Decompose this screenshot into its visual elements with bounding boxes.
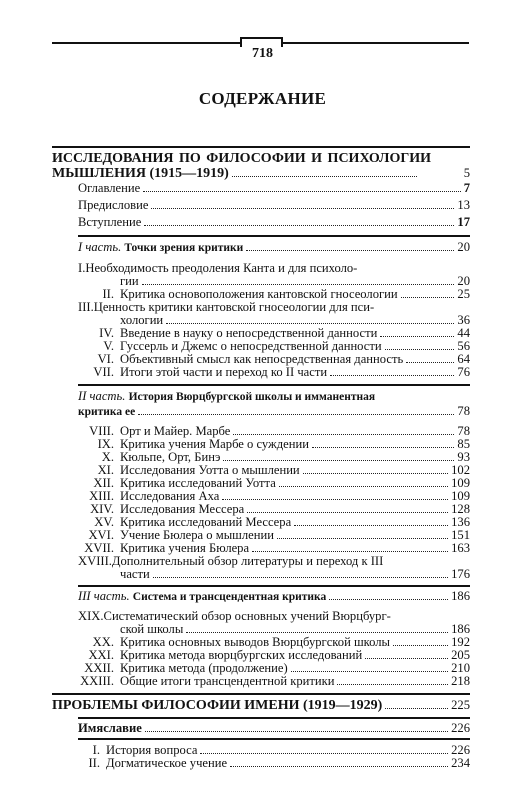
chapter-page: 186 bbox=[451, 622, 470, 636]
chapter-page: 163 bbox=[451, 541, 470, 555]
leader-dots bbox=[401, 288, 455, 298]
leader-dots bbox=[406, 353, 454, 363]
chapter-title: Критика исследований Уотта bbox=[120, 476, 276, 490]
chapter-title: Гуссерль и Джемс о непосредственной данности bbox=[120, 339, 382, 353]
chapter-number: XIX. bbox=[78, 609, 104, 623]
chapter-page: 64 bbox=[457, 352, 470, 366]
header-rule-left bbox=[52, 42, 240, 44]
chapter-title: Кюльпе, Орт, Бинэ bbox=[120, 450, 221, 464]
chapter-title: Исследования Аха bbox=[120, 489, 220, 503]
chapter-title: История вопроса bbox=[106, 743, 198, 757]
toc-entry bbox=[78, 199, 470, 212]
part-page: 186 bbox=[451, 589, 470, 603]
sub-rule bbox=[78, 717, 470, 719]
leader-dots bbox=[233, 425, 454, 435]
leader-dots bbox=[277, 529, 448, 539]
sub-rule bbox=[78, 738, 470, 740]
section-title-row bbox=[52, 699, 470, 712]
chapter-number: I. bbox=[92, 743, 100, 757]
toc-entry bbox=[78, 216, 470, 229]
leader-dots bbox=[365, 649, 448, 659]
toc-entry-page: 7 bbox=[463, 181, 470, 195]
toc-entry-label: Оглавление bbox=[78, 181, 141, 195]
toc-entry-page: 13 bbox=[457, 198, 470, 212]
part-name: Точки зрения критики bbox=[124, 242, 244, 254]
part-name-line1: История Вюрцбургской школы и имманентная bbox=[128, 391, 376, 403]
chapter-title: Критика основных выводов Вюрцбургской школы bbox=[120, 635, 391, 649]
chapter-title: Догматическое учение bbox=[106, 756, 228, 770]
chapter-page: 25 bbox=[457, 287, 470, 301]
part-heading-continuation bbox=[78, 405, 470, 419]
toc-entry bbox=[78, 182, 470, 195]
part-rule bbox=[78, 235, 470, 237]
part-heading bbox=[78, 241, 470, 255]
chapter-title-line2: гии bbox=[120, 274, 139, 288]
section-page: 225 bbox=[451, 698, 470, 712]
chapter-page: 102 bbox=[451, 463, 470, 477]
chapter-page: 85 bbox=[457, 437, 470, 451]
chapter-number: XII. bbox=[93, 476, 114, 490]
leader-dots bbox=[230, 757, 448, 767]
part-page: 20 bbox=[457, 240, 470, 254]
chapter-page: 78 bbox=[457, 424, 470, 438]
page-title: СОДЕРЖАНИЕ bbox=[198, 89, 327, 108]
chapter-page: 218 bbox=[451, 674, 470, 688]
chapter-number: IV. bbox=[99, 326, 114, 340]
chapter-number: III. bbox=[78, 300, 94, 314]
leader-dots bbox=[329, 590, 448, 600]
chapter-page: 176 bbox=[451, 567, 470, 581]
leader-dots bbox=[246, 241, 454, 251]
chapter-page: 210 bbox=[451, 661, 470, 675]
leader-dots bbox=[385, 699, 448, 709]
chapter-page: 205 bbox=[451, 648, 470, 662]
toc-entry-label: Предисловие bbox=[78, 198, 149, 212]
chapter-page: 56 bbox=[457, 339, 470, 353]
chapter-page: 93 bbox=[457, 450, 470, 464]
chapter-page: 128 bbox=[451, 502, 470, 516]
chapter-page: 20 bbox=[457, 274, 470, 288]
part-rule bbox=[78, 585, 470, 587]
chapter-number: XI. bbox=[97, 463, 114, 477]
subsection-title: Имяславие bbox=[78, 721, 142, 735]
leader-dots bbox=[232, 167, 417, 177]
leader-dots bbox=[223, 451, 454, 461]
chapter-title: Критика основоположения кантовской гносеологии bbox=[120, 287, 398, 301]
leader-dots bbox=[303, 464, 448, 474]
chapter-page: 226 bbox=[451, 743, 470, 757]
leader-dots bbox=[138, 405, 454, 415]
section-rule bbox=[52, 146, 470, 148]
leader-dots bbox=[337, 675, 448, 685]
chapter-number: V. bbox=[103, 339, 114, 353]
section-page: 5 bbox=[463, 166, 470, 180]
leader-dots bbox=[166, 314, 454, 324]
chapter-title-line1: Необходимость преодоления Канта и для психоло- bbox=[85, 261, 358, 275]
chapter-number: VII. bbox=[93, 365, 114, 379]
subsection-heading bbox=[78, 722, 470, 735]
part-heading bbox=[78, 590, 470, 604]
leader-dots bbox=[200, 744, 448, 754]
chapter-page: 136 bbox=[451, 515, 470, 529]
chapter-title: Учение Бюлера о мышлении bbox=[120, 528, 274, 542]
part-heading-label bbox=[78, 241, 243, 255]
part-prefix: I часть. bbox=[78, 240, 122, 254]
chapter-number: XVI. bbox=[88, 528, 114, 542]
chapter-page: 234 bbox=[451, 756, 470, 770]
leader-dots bbox=[143, 182, 460, 192]
chapter-title: Критика учения Бюлера bbox=[120, 541, 250, 555]
chapter-number: II. bbox=[88, 756, 100, 770]
leader-dots bbox=[385, 340, 455, 350]
chapter-page: 76 bbox=[457, 365, 470, 379]
chapter-number: XVII. bbox=[84, 541, 114, 555]
part-name: Система и трансцендентная критика bbox=[132, 591, 327, 603]
leader-dots bbox=[145, 722, 448, 732]
leader-dots bbox=[380, 327, 454, 337]
chapter-continuation bbox=[120, 568, 470, 581]
chapter-number: I. bbox=[78, 261, 86, 275]
leader-dots bbox=[252, 542, 448, 552]
leader-dots bbox=[279, 477, 448, 487]
leader-dots bbox=[247, 503, 448, 513]
chapter-entry bbox=[78, 675, 470, 688]
leader-dots bbox=[151, 199, 454, 209]
leader-dots bbox=[291, 662, 448, 672]
chapter-number: XIV. bbox=[90, 502, 114, 516]
part-page: 78 bbox=[457, 404, 470, 418]
subsection-page: 226 bbox=[451, 721, 470, 735]
chapter-title: Критика метода (продолжение) bbox=[120, 661, 288, 675]
chapter-title-line2: ской школы bbox=[120, 622, 184, 636]
chapter-title-line1: Ценность критики кантовской гносеологии для пси- bbox=[93, 300, 375, 314]
leader-dots bbox=[393, 636, 448, 646]
part-heading bbox=[78, 390, 375, 404]
leader-dots bbox=[222, 490, 448, 500]
chapter-number: XX. bbox=[92, 635, 114, 649]
leader-dots bbox=[330, 366, 454, 376]
chapter-number: XIII. bbox=[89, 489, 114, 503]
chapter-title: Исследования Уотта о мышлении bbox=[120, 463, 300, 477]
section-title-line1: ИССЛЕДОВАНИЯ ПО ФИЛОСОФИИ И ПСИХОЛОГИИ bbox=[52, 151, 432, 166]
toc-entry-label: Вступление bbox=[78, 215, 142, 229]
chapter-page: 151 bbox=[451, 528, 470, 542]
page-number: 718 bbox=[252, 46, 273, 61]
part-rule bbox=[78, 384, 470, 386]
part-heading-label bbox=[78, 590, 326, 604]
chapter-title: Критика учения Марбе о суждении bbox=[120, 437, 309, 451]
chapter-page: 109 bbox=[451, 476, 470, 490]
toc-entry-page: 17 bbox=[457, 215, 470, 229]
part-name-line2: критика ее bbox=[78, 406, 136, 418]
chapter-number: XVIII. bbox=[78, 554, 112, 568]
part-prefix: III часть. bbox=[78, 589, 130, 603]
chapter-page: 44 bbox=[457, 326, 470, 340]
chapter-title-line2: части bbox=[120, 567, 150, 581]
chapter-title: Итоги этой части и переход ко II части bbox=[120, 365, 328, 379]
chapter-number: X. bbox=[101, 450, 114, 464]
chapter-entry bbox=[78, 757, 470, 770]
section-title-line2: МЫШЛЕНИЯ (1915—1919) bbox=[52, 166, 229, 181]
leader-dots bbox=[312, 438, 454, 448]
header-rule-right bbox=[283, 42, 469, 44]
leader-dots bbox=[144, 216, 454, 226]
chapter-title: Критика метода вюрцбургских исследований bbox=[120, 648, 363, 662]
chapter-number: VI. bbox=[97, 352, 114, 366]
section-title-line2-row bbox=[52, 167, 470, 180]
chapter-title: Орт и Майер. Марбе bbox=[120, 424, 231, 438]
chapter-number: VIII. bbox=[89, 424, 114, 438]
chapter-entry bbox=[78, 366, 470, 379]
leader-dots bbox=[186, 623, 448, 633]
leader-dots bbox=[294, 516, 448, 526]
chapter-number: XV. bbox=[94, 515, 114, 529]
section-rule bbox=[52, 693, 470, 695]
chapter-title-line2: хологии bbox=[120, 313, 164, 327]
section-title: ПРОБЛЕМЫ ФИЛОСОФИИ ИМЕНИ (1919—1929) bbox=[52, 698, 383, 713]
chapter-number: II. bbox=[102, 287, 114, 301]
chapter-page: 109 bbox=[451, 489, 470, 503]
chapter-number: XXII. bbox=[84, 661, 114, 675]
chapter-title: Введение в науку о непосредственной данности bbox=[120, 326, 378, 340]
chapter-number: IX. bbox=[97, 437, 114, 451]
chapter-number: XXIII. bbox=[80, 674, 114, 688]
chapter-page: 36 bbox=[457, 313, 470, 327]
part-prefix: II часть. bbox=[78, 389, 126, 403]
chapter-title: Критика исследований Мессера bbox=[120, 515, 292, 529]
chapter-title-line1: Систематический обзор основных учений Вюрцбург- bbox=[103, 609, 391, 623]
chapter-number: XXI. bbox=[88, 648, 114, 662]
chapter-title: Объективный смысл как непосредственная данность bbox=[120, 352, 404, 366]
chapter-title-line1: Дополнительный обзор литературы и переход к III bbox=[111, 554, 384, 568]
leader-dots bbox=[153, 568, 448, 578]
leader-dots bbox=[142, 275, 455, 285]
chapter-title: Общие итоги трансцендентной критики bbox=[120, 674, 335, 688]
chapter-page: 192 bbox=[451, 635, 470, 649]
chapter-title: Исследования Мессера bbox=[120, 502, 245, 516]
